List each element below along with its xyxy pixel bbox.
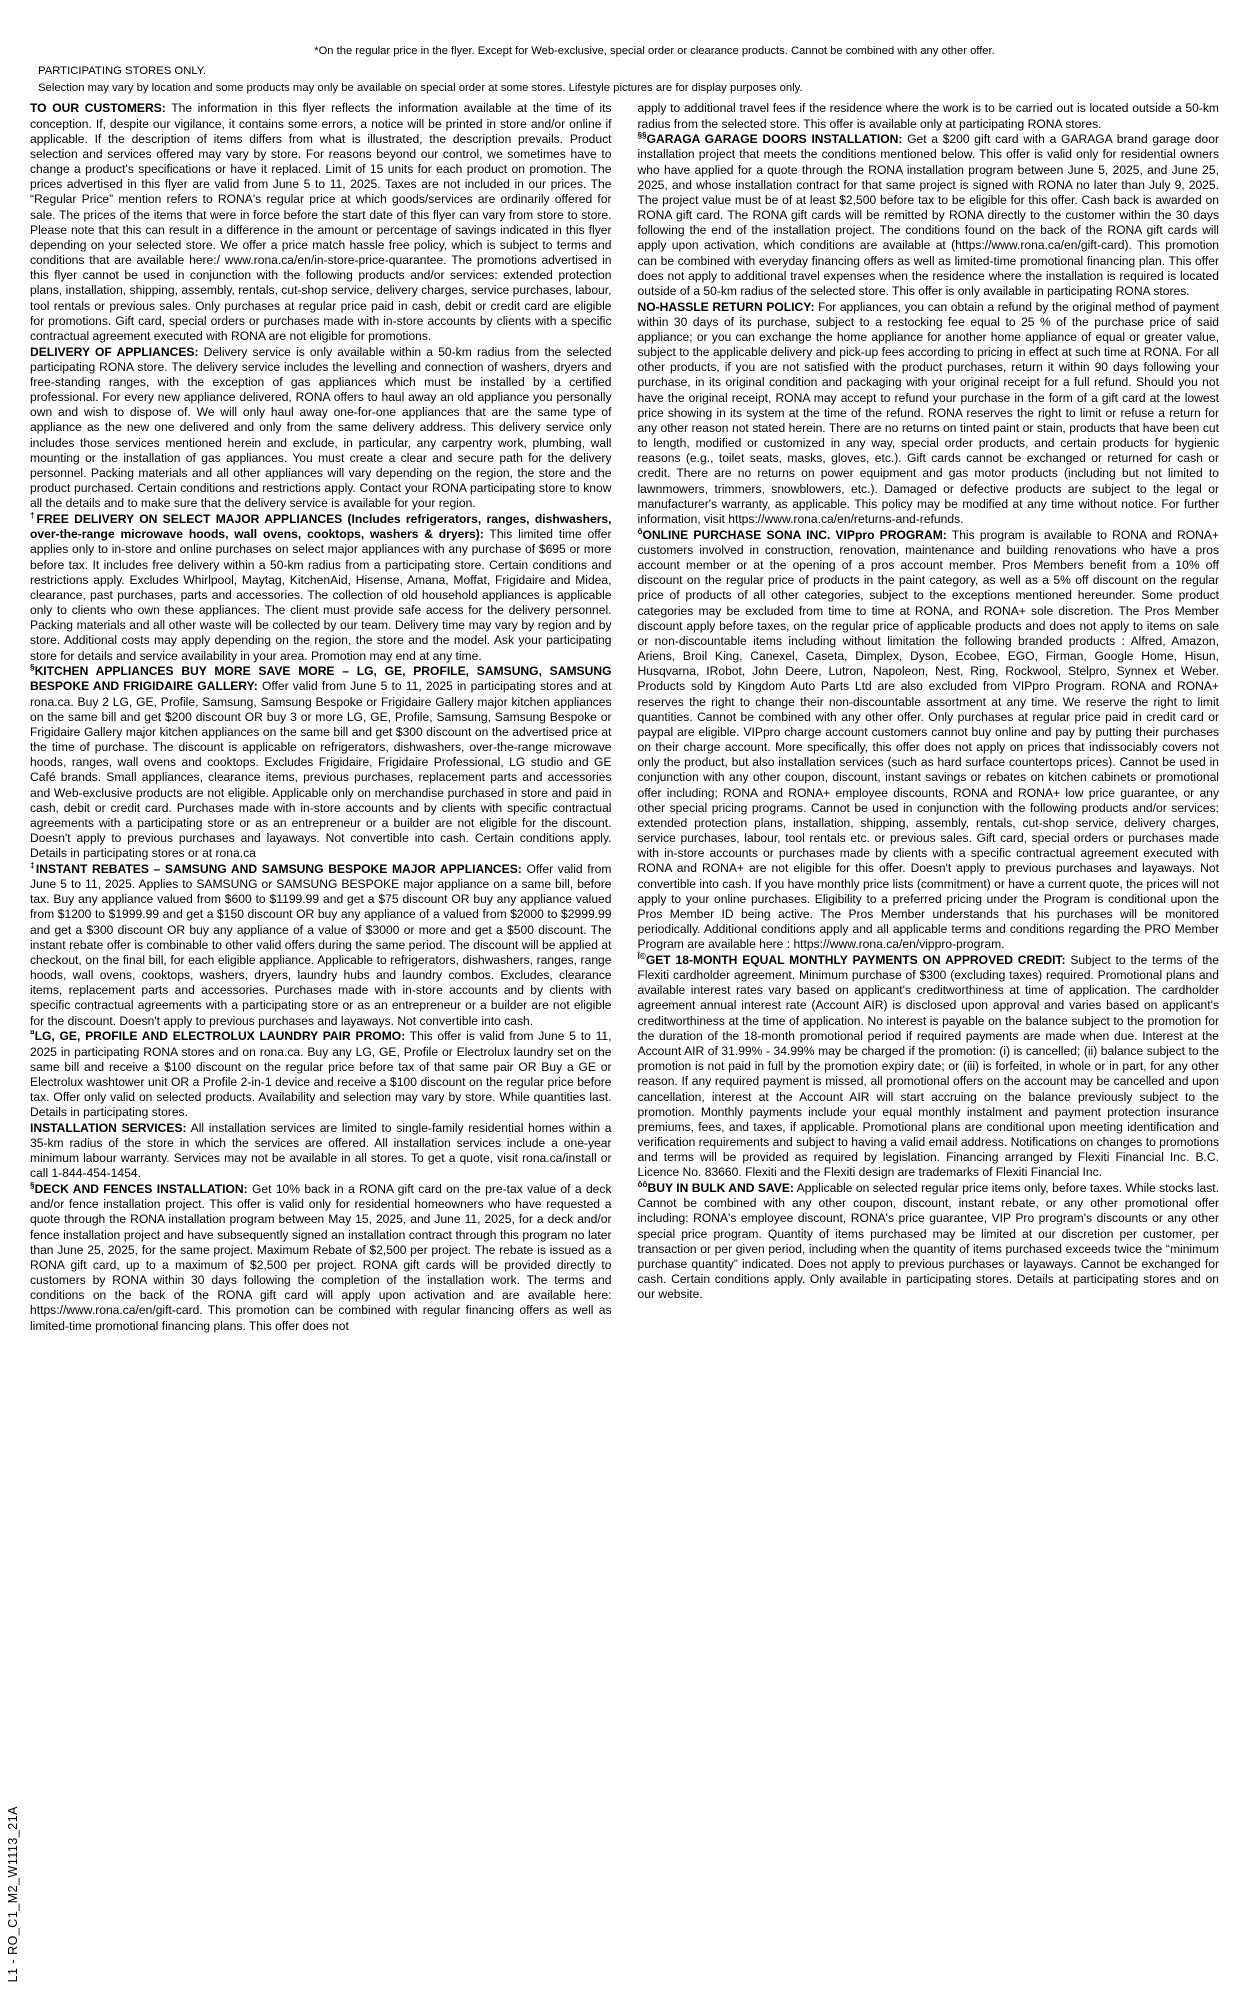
heading-vippro-program: ONLINE PURCHASE SONA INC. VIPpro PROGRAM: <box>642 527 947 542</box>
right-column <box>638 101 1220 1303</box>
sup-marker: Î© <box>637 951 646 961</box>
body-no-hassle-return-policy: For appliances, you can obtain a refund by the original method of payment within 30 days of its purchase, subject to a restocking fee equal to 25 % of the purchase price of said appliance; or you can exchange the home appliance for another home appliance of equal or greater value, subject to the applicable delivery and pick-up fees according to pricing in effect at such time at RONA. For all other products, if you are not satisfied with the product purchases, return it within 90 days following your purchase, in its original condition and packaging with your original receipt for a full refund. Should you not have the original receipt, RONA may accept to refund your purchase in the form of a gift card at the lowest price showing in its system at the time of the refund. RONA reserves the right to limit or refuse a return for any other reason not stated herein. There are no returns on tinted paint or stain, products that have been cut to length, modified or customized in any way, special order products, and certain products for hygienic reasons (e.g., toilet seats, masks, gloves, etc.). Gift cards cannot be exchanged or returned for cash or credit. There are no returns on power equipment and gas motor products (including but not limited to lawnmowers, trimmers, snowblowers, etc.). Damaged or defective products are subject to the legal or manufacturer's warranty, as applicable. This policy may be modified at any time without notice. For further information, visit https://www.rona.ca/en/returns-and-refunds. <box>637 299 1219 526</box>
paragraph-laundry-pair-promo <box>30 1029 612 1120</box>
body-to-our-customers: The information in this flyer reflects the information available at the time of its conception. If, despite our vigilance, it contains some errors, a notice will be printed in store and/or online if applicable. If the description of items differs from what is illustrated, the description prevails. Product selection and services offered may vary by store. For reasons beyond our control, we sometimes have to change a product's specifications or have it replaced. Limit of 15 units for each product on promotion. The prices advertised in this flyer are valid from June 5 to 11, 2025. Taxes are not included in our prices. The “Regular Price” mention refers to RONA's regular price at which goods/services are ordinarily offered for sale. The prices of the items that were in force before the start date of this flyer can vary from store to store. Please note that this can result in a difference in the amount or percentage of savings indicated in this flyer depending on your selected store. We offer a price match hassle free policy, which is subject to terms and conditions that are available here:/ www.rona.ca/en/in-store-price-quarantee. The promotions advertised in this flyer cannot be used in conjunction with the following products and/or services: extended protection plans, installation, shipping, assembly, rentals, cut-shop service, delivery charges, service purchases, labour, tool rentals or previous sales. Only purchases at regular price paid in cash, debit or credit card are eligible for promotions. Gift card, special orders or purchases made with in-store accounts by clients with a specific contractual agreement executed with RONA are not eligible for promotions. <box>30 101 612 343</box>
paragraph-travel-fees-continued <box>638 101 1220 131</box>
heading-free-delivery: FREE DELIVERY ON SELECT MAJOR APPLIANCES (Includes refrigerators, ranges, dishwashers, over-the-range microwave hoods, wall ovens, cooktops, washers & dryers): <box>30 511 612 542</box>
sup-marker: ‡ <box>30 860 36 870</box>
paragraph-kitchen-appliances <box>30 664 612 861</box>
heading-buy-in-bulk: BUY IN BULK AND SAVE: <box>647 1181 794 1196</box>
heading-delivery-of-appliances: DELIVERY OF APPLIANCES: <box>30 344 199 359</box>
body-deck-and-fences: Get 10% back in a RONA gift card on the pre-tax value of a deck and/or fence installation project. This offer is valid only for residential homeowners who have requested a quote through the RONA installation program between May 15, 2025, and June 11, 2025, for a deck and/or fence installation project and have subsequently signed an installation contract through this program no later than June 25, 2025, for the same project. Maximum Rebate of $2,500 per project. The rebate is issued as a RONA gift card, up to a maximum of $2,500 per project. RONA gift cards will be provided directly to customers by RONA within 30 days following the completion of the installation work. The terms and conditions on the back of the RONA gift card will apply upon activation and are available here: https://www.rona.ca/en/gift-card. This promotion can be combined with regular financing offers as well as limited-time promotional financing plans. This offer does not <box>30 1182 612 1333</box>
selection-note: Selection may vary by location and some products may only be available on special order at some stores. Lifestyle pictures are for display purposes only. <box>38 81 803 94</box>
heading-no-hassle-return-policy: NO-HASSLE RETURN POLICY: <box>637 299 815 314</box>
heading-instant-rebates: INSTANT REBATES – SAMSUNG AND SAMSUNG BESPOKE MAJOR APPLIANCES: <box>35 861 522 876</box>
left-column <box>30 101 612 1334</box>
heading-garaga-garage-doors: GARAGA GARAGE DOORS INSTALLATION: <box>646 132 903 147</box>
sup-marker: ôô <box>637 1180 648 1190</box>
body-travel-fees-continued: apply to additional travel fees if the residence where the work is to be carried out is located outside a 50-km radius from the selected store. This offer is available only at participating RONA stores. <box>637 101 1219 131</box>
paragraph-buy-in-bulk <box>638 1181 1220 1302</box>
flyer-side-code: L1 - RO_C1_M2_W1113_21A <box>6 1805 20 1982</box>
heading-deck-and-fences: DECK AND FENCES INSTALLATION: <box>34 1182 248 1197</box>
paragraph-free-delivery <box>30 512 612 664</box>
body-instant-rebates: Offer valid from June 5 to 11, 2025. Applies to SAMSUNG or SAMSUNG BESPOKE major appliance on a same bill, before tax. Buy any appliance valued from $600 to $1199.99 and get a $75 discount OR buy any appliance valued from $1200 to $1999.99 and get a $150 discount OR buy any appliance of a valued from $2000 to $2999.99 and get a $300 discount OR buy any appliance of a value of $3000 or more and get a $500 discount. The instant rebate offer is combinable to other valid offers during the same period. The discount will be applied at checkout, on the final bill, for each eligible appliance. Applicable to refrigerators, dishwashers, ranges, range hoods, wall ovens, cooktops, washers, dryers, laundry hubs and laundry combos. Excludes, clearance items, replacement parts and accessories. Purchases made with in-store accounts and by clients with specific contractual agreements with a participating store or as an entrepreneur or a builder are not eligible for the discount. Doesn't apply to previous purchases and layaways. Not convertible into cash. <box>30 861 612 1028</box>
paragraph-delivery-of-appliances <box>30 345 612 512</box>
paragraph-to-our-customers <box>30 101 612 344</box>
sup-marker: § <box>30 1181 35 1191</box>
sup-marker: ô <box>637 526 643 536</box>
body-equal-monthly-payments: Subject to the terms of the Flexiti cardholder agreement. Minimum purchase of $300 (excluding taxes) required. Promotional plans and available interest rates vary based on applicant's creditworthiness at time of application. The cardholder agreement annual interest rate (Account AIR) is disclosed upon approval and varies based on applicant's creditworthiness at the time of application. No interest is payable on the balance subject to the promotion for the duration of the 18-month promotional period if required payments are made when due. Interest at the Account AIR of 31.99% - 34.99% may be charged if the promotion: (i) is cancelled; (ii) balance subject to the promotion is not paid in full by the promotion expiry date; or (iii) is forfeited, in whole or in part, for any other reason. If any required payment is missed, all promotional offers on the account may be cancelled and upon cancellation, interest at the Account AIR will start accruing on the balance previously subject to the promotion. Monthly payments include your equal monthly instalment and payment protection insurance premiums, fees, and taxes, if applicable. Promotional plans are conditional upon meeting identification and verification requirements and subject to having a valid email address. Notifications on changes to promotions and terms will be provided as required by legislation. Financing arranged by Flexiti Financial Inc. B.C. Licence No. 83660. Flexiti and the Flexiti design are trademarks of Flexiti Financial Inc. <box>637 952 1219 1180</box>
heading-laundry-pair-promo: LG, GE, PROFILE AND ELECTROLUX LAUNDRY PAIR PROMO: <box>34 1029 406 1044</box>
body-delivery-of-appliances: Delivery service is only available within a 50-km radius from the selected participating RONA store. The delivery service includes the levelling and connection of washers, dryers and free-standing ranges, with the exception of gas appliances which must be installed by a certified professional. For every new appliance delivered, RONA offers to haul away an old appliance you personally own and wish to dispose of. We will only haul away one-for-one appliances that are the same type of appliance as the new one delivered and only from the same delivery address. This delivery service only includes those services mentioned herein and exclude, in particular, any carpentry work, plumbing, wall mounting or the installation of gas appliances. You must create a clear and secure path for the delivery personnel. Packing materials and all other appliances will vary depending on the region, the store and the product purchased. Certain conditions and restrictions apply. Contact your RONA participating store to know all the details and to make sure that the delivery service is available for your region. <box>30 344 612 511</box>
participating-stores-note: PARTICIPATING STORES ONLY. <box>38 65 207 77</box>
body-vippro-program: This program is available to RONA and RONA+ customers involved in construction, renovation, maintenance and building renovations who have a pros account member or at the opening of a pros account member. Pros Members benefit from a 10% off discount on the regular price of products in the paint category, as well as a 5% off discount on the regular price of products of all other categories, subject to the exceptions mentioned hereunder. Some product categories may be excluded from time to time at RONA, and RONA+ sole discretion. The Pros Member discount apply before taxes, on the regular price of applicable products and does not apply to items on sale or non-discountable items including without limitation the following branded products : Alfred, Amazon, Ariens, Broil King, Canexel, Caseta, Dimplex, Dyson, Ecobee, EGO, Firman, Google Home, Hisun, Husqvarna, IRobot, John Deere, Lutron, Napoleon, Nest, Ring, Rockwool, Stelpro, Synnex et Weber. Products sold by Kingdom Auto Parts Ltd are also excluded from VIPpro Program. RONA and RONA+ reserves the right to change their non-discountable assortment at any time. We reserve the right to limit quantities. Cannot be combined with any other offer. Only purchases at regular price paid in credit card or paypal are eligible. VIPpro charge account customers cannot buy online and pay by putting their purchases on their charge account. More specifically, this offer does not apply on prices that indissociably covers not only the product, but also installation services (such as hard surface countertops prices). Cannot be used in conjunction with any other coupon, discount, instant savings or rebates on kitchen cabinets or promotional offer including; RONA and RONA+ employee discounts, RONA and RONA+ low price guarantee, or any other special pricing programs. Cannot be used in conjunction with the following products and/or services: extended protection plans, installation, shipping, assembly, rentals, cut-shop service, delivery charges, service purchases, labour, tool rentals etc. or previous sales. Gift card, special orders or purchases made with in-store accounts or purchases made by clients with a specific contractual agreement executed with RONA and RONA+ are not eligible for this offer. Doesn't apply to previous purchases and layaways. Not convertible into cash. If you have monthly price lists (commitment) or have a current quote, the prices will not apply to your online purchases. Eligibility to a preferred pricing under the Program is conditional upon the Pros Member ID being active. The Pros Member understands that his purchases will be monitored periodically. Additional conditions apply and all applicable terms and conditions regarding the PRO Member Program are available here : https://www.rona.ca/en/vippro-program. <box>637 527 1219 952</box>
body-kitchen-appliances: Offer valid from June 5 to 11, 2025 in participating stores and at rona.ca. Buy 2 LG, GE, Profile, Samsung, Samsung Bespoke or Frigidaire Gallery major kitchen appliances on the same bill and get $200 discount OR buy 3 or more LG, GE, Profile, Samsung, Samsung Bespoke or Frigidaire Gallery major kitchen appliances on the same bill and get $300 discount on the advertised price at the time of purchase. The discount is applicable on refrigerators, dishwashers, over-the-range microwave hoods, ranges, wall ovens and cooktops. Excludes Frigidaire, Frigidaire Professional, LG studio and GE Café brands. Small appliances, clearance items, previous purchases, replacement parts and accessories and Web-exclusive products are not eligible. Applicable only on merchandise purchased in store and paid in cash, debit or credit card. Purchases made with in-store accounts and by clients with specific contractual agreements with a participating store or as an entrepreneur or a builder are not eligible for the discount. Doesn't apply to previous purchases and layaways. Not convertible into cash. Certain conditions apply. Details in participating stores or at rona.ca <box>30 679 612 861</box>
paragraph-instant-rebates <box>30 862 612 1029</box>
top-note: *On the regular price in the flyer. Except for Web-exclusive, special order or clearance products. Cannot be combined with any other offer. <box>314 45 995 57</box>
body-installation-services: All installation services are limited to single-family residential homes within a 35-km radius of the store in which the services are offered. All installation services include a one-year minimum labour warranty. Services may not be available in all stores. To get a quote, visit rona.ca/install or call 1-844-454-1454. <box>30 1120 612 1181</box>
sup-marker: § <box>30 663 35 673</box>
paragraph-deck-and-fences <box>30 1182 612 1334</box>
paragraph-no-hassle-return-policy <box>638 300 1220 528</box>
paragraph-equal-monthly-payments <box>638 953 1220 1181</box>
body-free-delivery: This limited time offer applies only to in-store and online purchases on select major appliances with any purchase of $695 or more before tax. It includes free delivery within a 50-km radius from a participating store. Certain conditions and restrictions apply. Excludes Whirlpool, Maytag, KitchenAid, Hisense, Amana, Moffat, Frigidaire and Midea, clearance, past purchases, parts and accessories. The collection of old household appliances is applicable only to clients who own these appliances. The client must provide safe access for the delivery personnel. Packing materials and all other waste will be collected by our team. Delivery time may vary by region and by store. Additional costs may apply depending on the region, the store and the model. Ask your participating store for details and service availability in your area. Promotion may end at any time. <box>30 527 612 663</box>
paragraph-installation-services <box>30 1121 612 1182</box>
heading-to-our-customers: TO OUR CUSTOMERS: <box>30 101 166 116</box>
body-garaga-garage-doors: Get a $200 gift card with a GARAGA brand garage door installation project that meets the conditions mentioned below. This offer is valid only for residential owners who have applied for a quote through the RONA installation program between June 5, 2025, and June 25, 2025, and whose installation contract for that same project is signed with RONA no later than July 9, 2025. The project value must be of at least $2,500 before tax to be eligible for this offer. Cash back is awarded on RONA gift card. The RONA gift cards will be remitted by RONA directly to the customer within the 30 days following the end of the installation project. The conditions found on the back of the RONA gift cards will apply upon activation, which conditions are available at (https://www.rona.ca/en/gift-card). This promotion can be combined with everyday financing offers as well as limited-time promotional financing plan. This offer does not apply to additional travel expenses when the residence where the installation is required is located outside of a 50-km radius of the selected store. This offer is only available in participating RONA stores. <box>637 132 1219 298</box>
sup-marker: §§ <box>637 131 647 141</box>
heading-installation-services: INSTALLATION SERVICES: <box>30 1120 187 1135</box>
body-laundry-pair-promo: This offer is valid from June 5 to 11, 2025 in participating RONA stores and on rona.ca. Buy any LG, GE, Profile or Electrolux laundry set on the same bill and receive a $100 discount on the regular price before tax of that same pair OR Buy a GE or Electrolux washtower unit OR a Profile 2-in-1 device and receive a $100 discount on the regular price before tax. Offer only valid on selected products. Availability and selection may vary by store. While quantities last. Details in participating stores. <box>30 1029 612 1120</box>
paragraph-vippro-program <box>638 528 1220 953</box>
sup-marker: ¤ <box>30 1028 35 1038</box>
heading-kitchen-appliances: KITCHEN APPLIANCES BUY MORE SAVE MORE – LG, GE, PROFILE, SAMSUNG, SAMSUNG BESPOKE AND FRIGIDAIRE GALLERY: <box>30 664 612 694</box>
paragraph-garaga-garage-doors <box>638 132 1220 299</box>
sup-marker: † <box>30 510 37 520</box>
heading-equal-monthly-payments: GET 18-MONTH EQUAL MONTHLY PAYMENTS ON APPROVED CREDIT: <box>645 952 1066 967</box>
two-column-body <box>30 101 1219 1334</box>
body-buy-in-bulk: Applicable on selected regular price items only, before taxes. While stocks last. Cannot be combined with any other coupon, discount, instant rebate, or any other promotional offer including: RONA's employee discount, RONA's price guarantee, VIP Pro program's discounts or any other special price program. Quantity of items purchased may be limited at our discretion per customer, per transaction or per given period, including when the quantity of items purchased exceeds twice the “minimum purchase quantity” indicated. Does not apply to previous purchases or layaways. Cannot be exchanged for cash. Certain conditions apply. Only available in participating stores. Details at participating stores and on our website. <box>637 1181 1219 1302</box>
